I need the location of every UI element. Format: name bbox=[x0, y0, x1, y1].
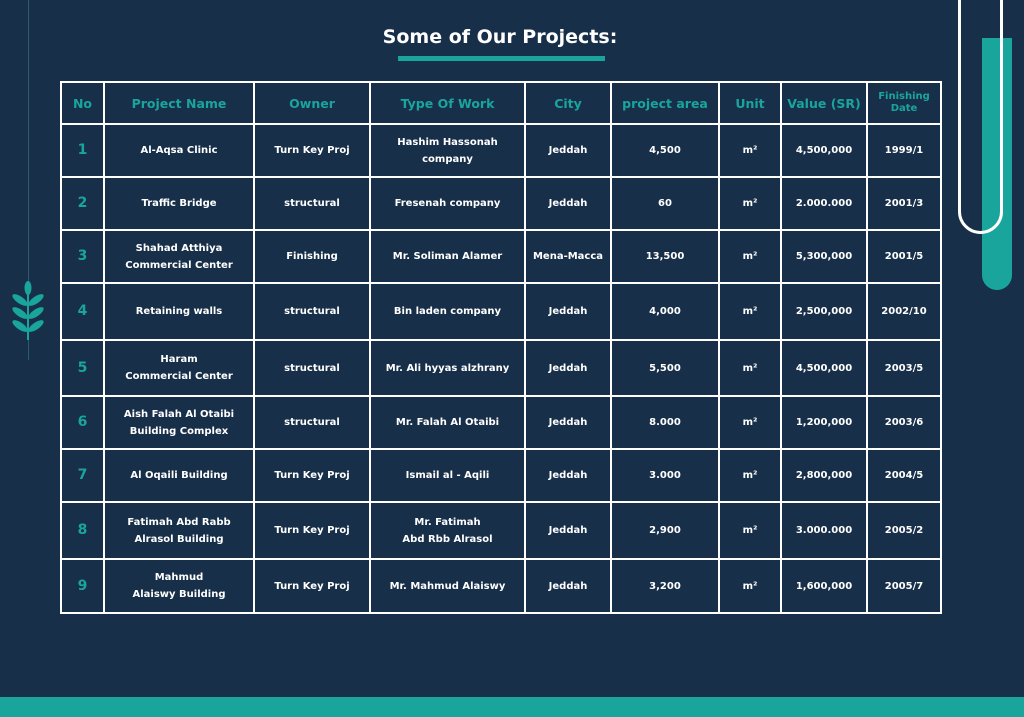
cell-city: Jeddah bbox=[525, 283, 611, 340]
cell-value: 3.000.000 bbox=[781, 502, 867, 559]
cell-project-name: Al-Aqsa Clinic bbox=[104, 124, 254, 177]
cell-project-name: Fatimah Abd Rabb Alrasol Building bbox=[104, 502, 254, 559]
cell-no: 7 bbox=[61, 449, 104, 502]
header-no: No bbox=[61, 82, 104, 124]
bottom-accent-bar bbox=[0, 697, 1024, 717]
cell-project-area: 13,500 bbox=[611, 230, 719, 283]
cell-no: 3 bbox=[61, 230, 104, 283]
table-row bbox=[61, 124, 941, 177]
wheat-leaf-icon bbox=[11, 280, 45, 342]
cell-finishing-date: 2003/6 bbox=[867, 396, 941, 449]
cell-city: Jeddah bbox=[525, 340, 611, 396]
cell-type-of-work: Mr. Ali hyyas alzhrany bbox=[370, 340, 525, 396]
cell-unit: m² bbox=[719, 396, 781, 449]
cell-type-of-work: Mr. Mahmud Alaiswy bbox=[370, 559, 525, 613]
cell-finishing-date: 2004/5 bbox=[867, 449, 941, 502]
cell-project-name: Haram Commercial Center bbox=[104, 340, 254, 396]
header-project-area: project area bbox=[611, 82, 719, 124]
cell-owner: structural bbox=[254, 396, 370, 449]
cell-owner: structural bbox=[254, 177, 370, 230]
cell-city: Jeddah bbox=[525, 449, 611, 502]
table-row bbox=[61, 396, 941, 449]
cell-type-of-work: Mr. Fatimah Abd Rbb Alrasol bbox=[370, 502, 525, 559]
cell-type-of-work: Hashim Hassonah company bbox=[370, 124, 525, 177]
cell-value: 2.000.000 bbox=[781, 177, 867, 230]
header-type-of-work: Type Of Work bbox=[370, 82, 525, 124]
cell-owner: Turn Key Proj bbox=[254, 124, 370, 177]
cell-unit: m² bbox=[719, 230, 781, 283]
cell-value: 4,500,000 bbox=[781, 124, 867, 177]
header-city: City bbox=[525, 82, 611, 124]
cell-finishing-date: 2005/2 bbox=[867, 502, 941, 559]
cell-type-of-work: Mr. Soliman Alamer bbox=[370, 230, 525, 283]
cell-project-area: 2,900 bbox=[611, 502, 719, 559]
cell-project-area: 5,500 bbox=[611, 340, 719, 396]
cell-value: 4,500,000 bbox=[781, 340, 867, 396]
table-row bbox=[61, 283, 941, 340]
cell-unit: m² bbox=[719, 283, 781, 340]
cell-project-area: 3,200 bbox=[611, 559, 719, 613]
cell-finishing-date: 2001/5 bbox=[867, 230, 941, 283]
cell-project-area: 4,500 bbox=[611, 124, 719, 177]
cell-owner: Turn Key Proj bbox=[254, 559, 370, 613]
cell-project-name: Retaining walls bbox=[104, 283, 254, 340]
cell-project-area: 60 bbox=[611, 177, 719, 230]
cell-no: 8 bbox=[61, 502, 104, 559]
cell-finishing-date: 2002/10 bbox=[867, 283, 941, 340]
cell-finishing-date: 2005/7 bbox=[867, 559, 941, 613]
title-underline bbox=[398, 56, 605, 61]
projects-table bbox=[60, 81, 942, 614]
cell-no: 9 bbox=[61, 559, 104, 613]
cell-unit: m² bbox=[719, 177, 781, 230]
cell-type-of-work: Ismail al - Aqili bbox=[370, 449, 525, 502]
cell-city: Jeddah bbox=[525, 502, 611, 559]
cell-owner: structural bbox=[254, 340, 370, 396]
cell-finishing-date: 2003/5 bbox=[867, 340, 941, 396]
cell-city: Jeddah bbox=[525, 177, 611, 230]
cell-finishing-date: 2001/3 bbox=[867, 177, 941, 230]
table-row bbox=[61, 559, 941, 613]
table-row bbox=[61, 230, 941, 283]
cell-city: Mena-Macca bbox=[525, 230, 611, 283]
cell-no: 1 bbox=[61, 124, 104, 177]
cell-project-name: Mahmud Alaiswy Building bbox=[104, 559, 254, 613]
header-value: Value (SR) bbox=[781, 82, 867, 124]
cell-unit: m² bbox=[719, 559, 781, 613]
cell-finishing-date: 1999/1 bbox=[867, 124, 941, 177]
cell-no: 6 bbox=[61, 396, 104, 449]
header-owner: Owner bbox=[254, 82, 370, 124]
cell-project-area: 4,000 bbox=[611, 283, 719, 340]
cell-value: 1,200,000 bbox=[781, 396, 867, 449]
table-header-row bbox=[61, 82, 941, 124]
cell-project-name: Traffic Bridge bbox=[104, 177, 254, 230]
cell-no: 4 bbox=[61, 283, 104, 340]
cell-project-name: Aish Falah Al Otaibi Building Complex bbox=[104, 396, 254, 449]
cell-no: 2 bbox=[61, 177, 104, 230]
cell-owner: structural bbox=[254, 283, 370, 340]
cell-city: Jeddah bbox=[525, 559, 611, 613]
cell-project-name: Shahad Atthiya Commercial Center bbox=[104, 230, 254, 283]
page-title: Some of Our Projects: bbox=[382, 26, 618, 48]
cell-city: Jeddah bbox=[525, 124, 611, 177]
cell-type-of-work: Fresenah company bbox=[370, 177, 525, 230]
cell-type-of-work: Mr. Falah Al Otaibi bbox=[370, 396, 525, 449]
cell-value: 2,800,000 bbox=[781, 449, 867, 502]
header-unit: Unit bbox=[719, 82, 781, 124]
header-finishing-date: Finishing Date bbox=[867, 82, 941, 124]
table-row bbox=[61, 449, 941, 502]
cell-city: Jeddah bbox=[525, 396, 611, 449]
cell-unit: m² bbox=[719, 340, 781, 396]
table-row bbox=[61, 502, 941, 559]
cell-project-area: 8.000 bbox=[611, 396, 719, 449]
cell-project-name: Al Oqaili Building bbox=[104, 449, 254, 502]
cell-project-area: 3.000 bbox=[611, 449, 719, 502]
cell-value: 2,500,000 bbox=[781, 283, 867, 340]
cell-owner: Finishing bbox=[254, 230, 370, 283]
cell-owner: Turn Key Proj bbox=[254, 502, 370, 559]
cell-value: 1,600,000 bbox=[781, 559, 867, 613]
cell-unit: m² bbox=[719, 502, 781, 559]
cell-unit: m² bbox=[719, 124, 781, 177]
cell-unit: m² bbox=[719, 449, 781, 502]
cell-no: 5 bbox=[61, 340, 104, 396]
cell-type-of-work: Bin laden company bbox=[370, 283, 525, 340]
header-project-name: Project Name bbox=[104, 82, 254, 124]
table-row bbox=[61, 177, 941, 230]
cell-value: 5,300,000 bbox=[781, 230, 867, 283]
cell-owner: Turn Key Proj bbox=[254, 449, 370, 502]
table-row bbox=[61, 340, 941, 396]
